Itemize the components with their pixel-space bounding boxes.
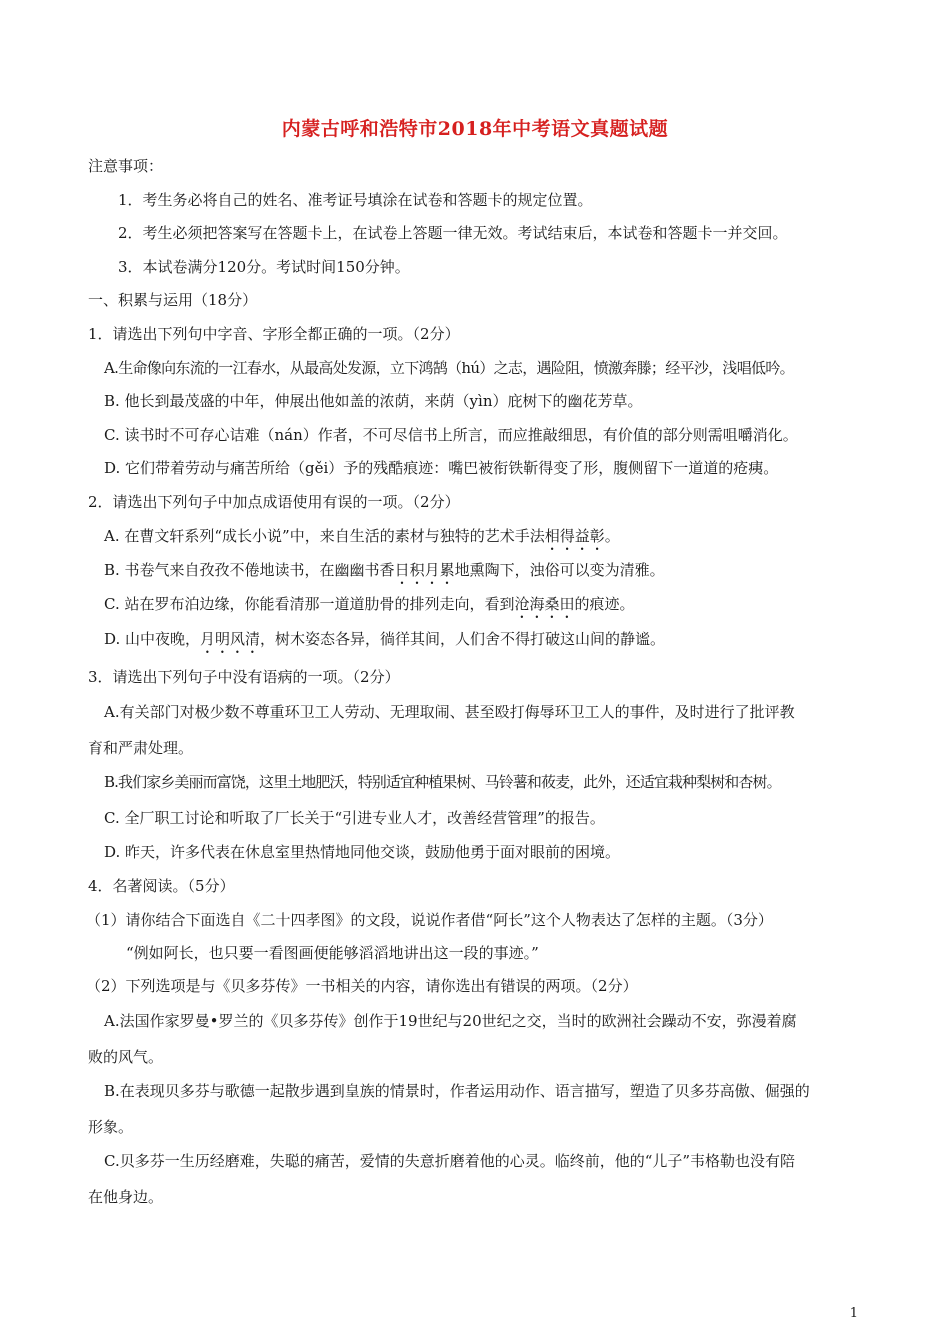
- question-stem: 2．请选出下列句子中加点成语使用有误的一项。（2分）: [88, 493, 460, 511]
- option-c-continued: 在他身边。: [88, 1188, 164, 1206]
- option-c: C. 全厂职工讨论和听取了厂长关于“引进专业人才，改善经营管理”的报告。: [104, 809, 605, 827]
- option-d: D. 山中夜晚，月明风清，树木姿态各异，徜徉其间，人们舍不得打破这山间的静谧。: [104, 630, 666, 648]
- question-stem: 4．名著阅读。（5分）: [88, 877, 235, 895]
- subquestion-2: （2）下列选项是与《贝多芬传》一书相关的内容，请你选出有错误的两项。（2分）: [86, 977, 638, 995]
- notice-heading: 注意事项：: [88, 157, 164, 175]
- option-b: B.我们家乡美丽而富饶，这里土地肥沃，特别适宜种植果树、马铃薯和莜麦，此外，还适宜栽种梨树和杏树。: [104, 773, 781, 791]
- option-c: C.贝多芬一生历经磨难，失聪的痛苦，爱情的失意折磨着他的心灵。临终前，他的“儿子”韦格勒也没有陪: [104, 1152, 796, 1170]
- option-b: B. 书卷气来自孜孜不倦地读书，在幽幽书香日积月累地熏陶下，浊俗可以变为清雅。: [104, 561, 665, 579]
- dotted-idiom: 沧海桑田: [514, 595, 575, 613]
- option-c: C. 读书时不可存心诘难（nán）作者，不可尽信书上所言，而应推敲细思，有价值的部分则需咀嚼消化。: [104, 426, 798, 444]
- option-a: A.生命像向东流的一江春水，从最高处发源，立下鸿鹄（hú）之志，遇险阻，愤激奔滕；经平沙，浅唱低吟。: [104, 359, 794, 377]
- option-d: D. 它们带着劳动与痛苦所给（gěi）予的残酷痕迹：嘴巴被衔铁靳得变了形，腹侧留下一道道的疮痍。: [104, 459, 779, 477]
- option-a: A.有关部门对极少数不尊重环卫工人劳动、无理取闹、甚至殴打侮辱环卫工人的事件，及时进行了批评教: [104, 703, 795, 721]
- subquestion-1: （1）请你结合下面选自《二十四孝图》的文段，说说作者借“阿长”这个人物表达了怎样的主题。（3分）: [86, 911, 773, 929]
- option-a-continued: 败的风气。: [88, 1048, 164, 1066]
- question-stem: 3．请选出下列句子中没有语病的一项。（2分）: [88, 668, 400, 686]
- notice-item: 1．考生务必将自己的姓名、准考证号填涂在试卷和答题卡的规定位置。: [118, 191, 593, 209]
- option-a-continued: 育和严肃处理。: [88, 739, 194, 757]
- section-heading: 一、积累与运用（18分）: [88, 291, 258, 309]
- notice-item: 2．考生必须把答案写在答题卡上，在试卷上答题一律无效。考试结束后，本试卷和答题卡一并交回。: [118, 224, 788, 242]
- dotted-idiom: 月明风清: [200, 630, 261, 648]
- quote-text: “例如阿长，也只要一看图画便能够滔滔地讲出这一段的事迹。”: [126, 944, 539, 962]
- dotted-idiom: 日积月累: [394, 561, 455, 579]
- document-title: 内蒙古呼和浩特市2018年中考语文真题试题: [281, 118, 669, 140]
- option-a: A.法国作家罗曼•罗兰的《贝多芬传》创作于19世纪与20世纪之交，当时的欧洲社会躁动不安，弥漫着腐: [104, 1012, 797, 1030]
- option-b: B. 他长到最茂盛的中年，伸展出他如盖的浓荫，来荫（yìn）庇树下的幽花芳草。: [104, 392, 643, 410]
- option-c: C. 站在罗布泊边缘，你能看清那一道道肋骨的排列走向，看到沧海桑田的痕迹。: [104, 595, 635, 613]
- page-number: 1: [849, 1306, 858, 1321]
- dotted-idiom: 相得益彰: [544, 527, 605, 545]
- option-b: B.在表现贝多芬与歌德一起散步遇到皇族的情景时，作者运用动作、语言描写，塑造了贝多芬高傲、倔强的: [104, 1082, 810, 1100]
- option-b-continued: 形象。: [88, 1118, 134, 1136]
- question-stem: 1．请选出下列句中字音、字形全都正确的一项。（2分）: [88, 325, 460, 343]
- notice-item: 3．本试卷满分120分。考试时间150分钟。: [118, 258, 410, 276]
- option-d: D. 昨天，许多代表在休息室里热情地同他交谈，鼓励他勇于面对眼前的困境。: [104, 843, 621, 861]
- option-a: A. 在曹文轩系列“成长小说”中，来自生活的素材与独特的艺术手法相得益彰。: [104, 527, 620, 545]
